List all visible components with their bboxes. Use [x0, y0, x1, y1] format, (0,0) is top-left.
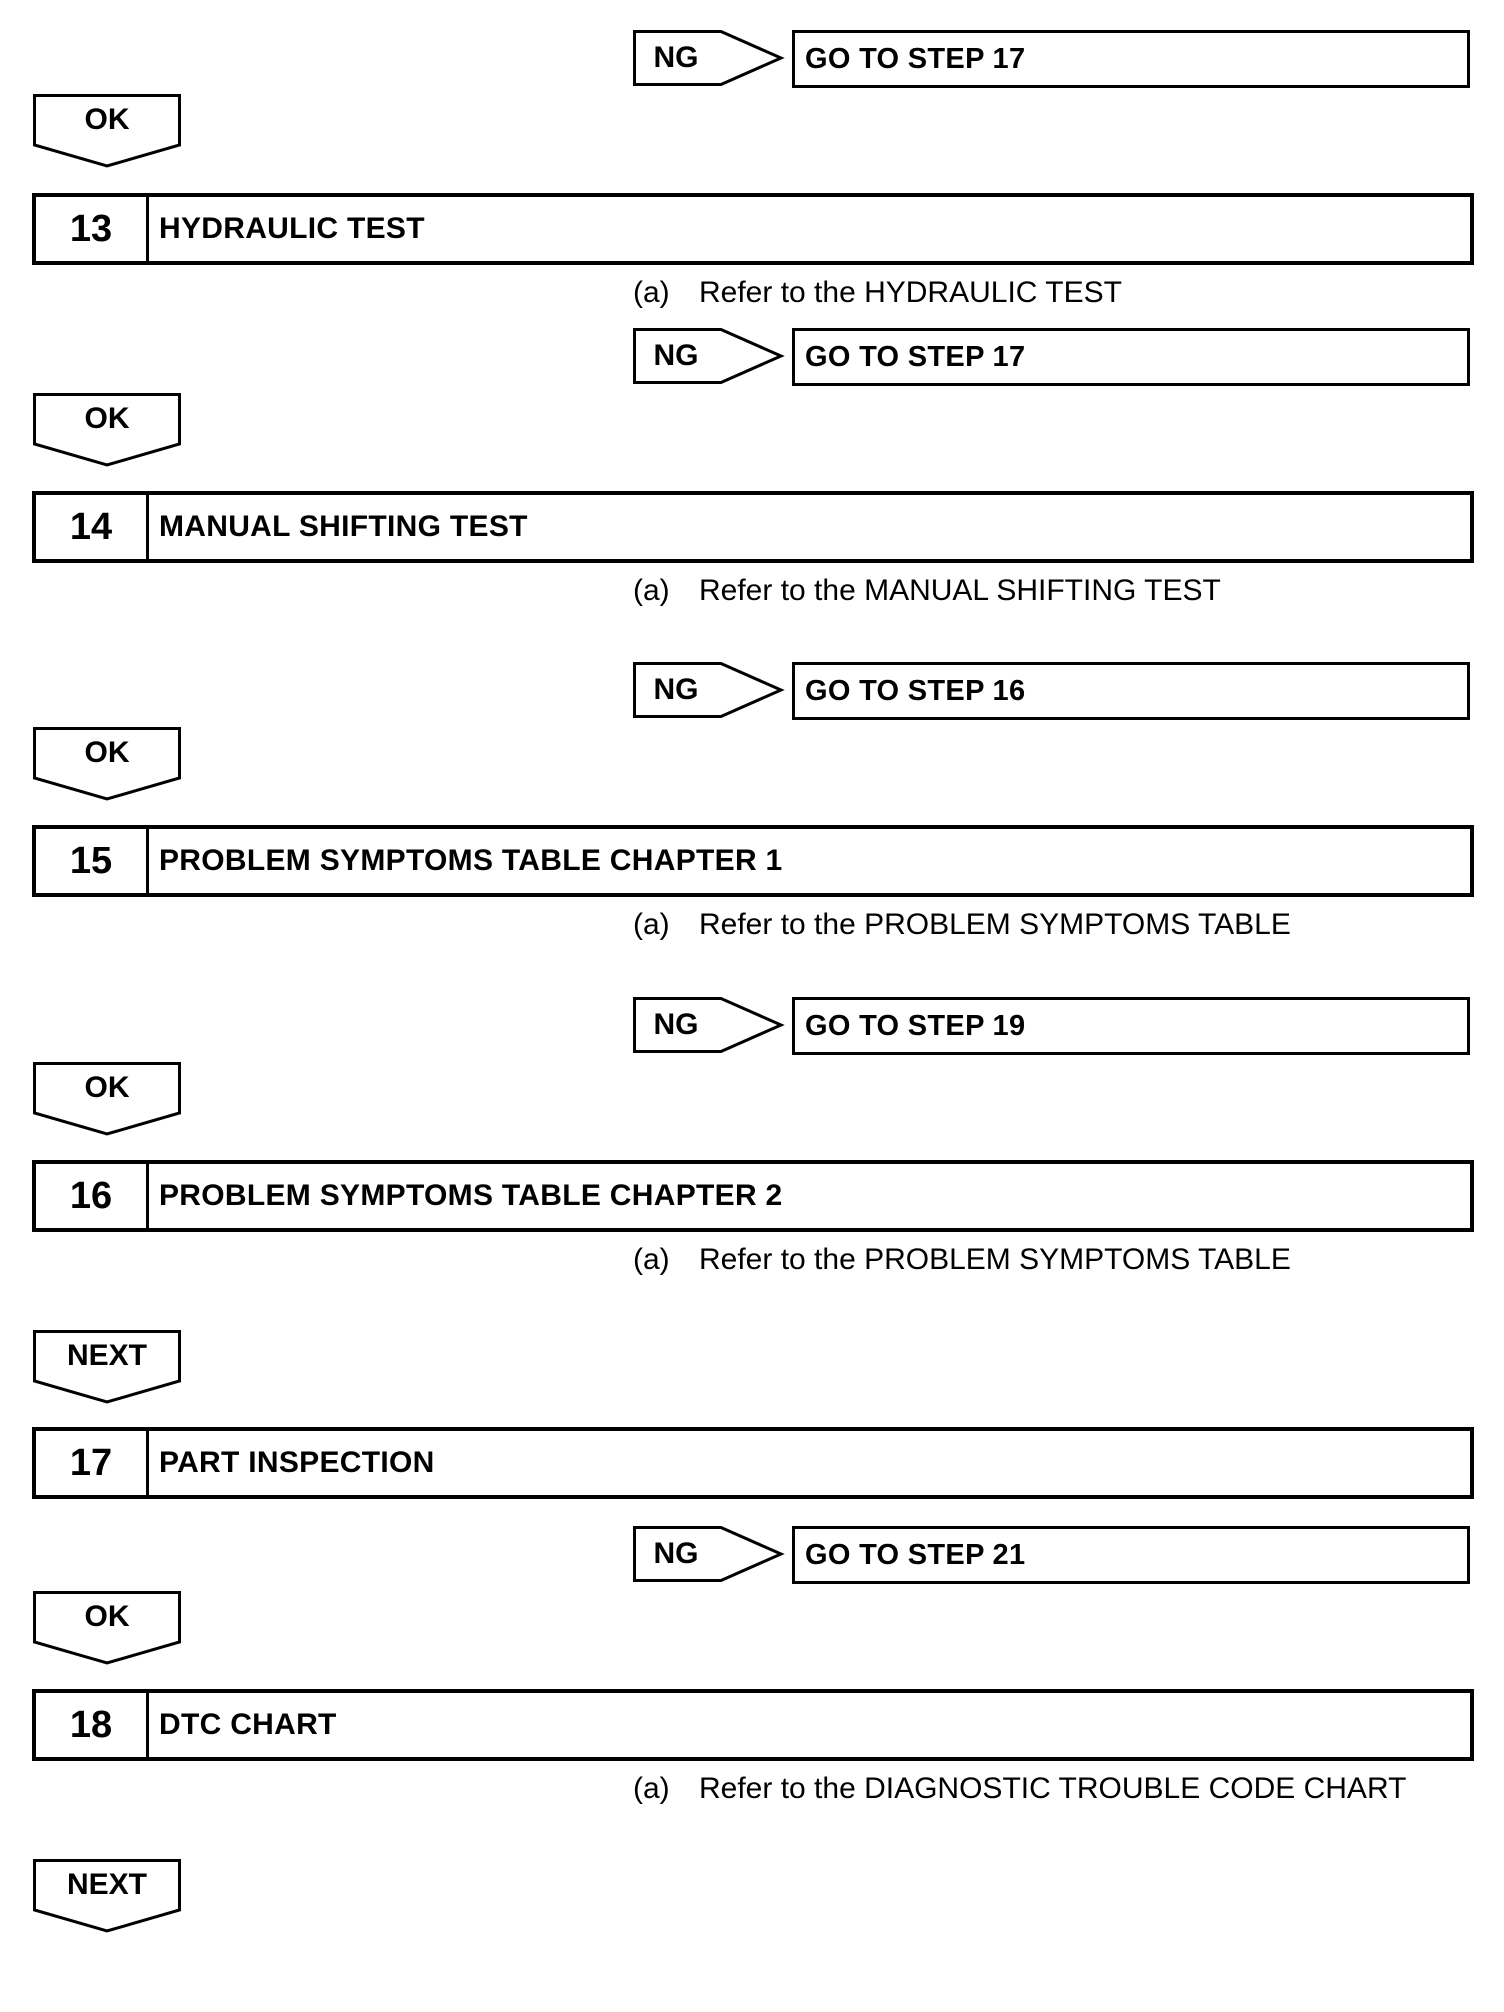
step-title: DTC CHART — [159, 1708, 337, 1741]
step-17-header — [32, 1427, 1474, 1499]
goto-step-box[interactable]: GO TO STEP 16 — [792, 662, 1470, 720]
step-18-header — [32, 1689, 1474, 1761]
ng-arrow-tag — [633, 328, 783, 384]
step-18-instruction — [633, 1772, 1406, 1806]
step-title: PART INSPECTION — [159, 1446, 435, 1479]
ok-arrow-tag — [33, 94, 181, 168]
instruction-letter: (a) — [633, 574, 670, 607]
step-number: 14 — [36, 495, 149, 559]
ok-arrow-tag — [33, 1591, 181, 1665]
next-label: NEXT — [66, 1868, 147, 1901]
instruction-letter: (a) — [633, 908, 670, 941]
step-number: 15 — [36, 829, 149, 893]
ng-label: NG — [653, 673, 699, 706]
goto-step-box[interactable]: GO TO STEP 17 — [792, 328, 1470, 386]
ok-label: OK — [84, 736, 130, 769]
ng-label: NG — [653, 1537, 699, 1570]
step-13-header — [32, 193, 1474, 265]
step-number: 18 — [36, 1693, 149, 1757]
goto-step-box[interactable]: GO TO STEP 17 — [792, 30, 1470, 88]
ok-label: OK — [84, 1600, 130, 1633]
ok-label: OK — [84, 103, 130, 136]
ng-label: NG — [653, 1008, 699, 1041]
step-title: PROBLEM SYMPTOMS TABLE CHAPTER 2 — [159, 1179, 783, 1212]
step-title: PROBLEM SYMPTOMS TABLE CHAPTER 1 — [159, 844, 783, 877]
step-title: HYDRAULIC TEST — [159, 212, 425, 245]
goto-step-box[interactable]: GO TO STEP 21 — [792, 1526, 1470, 1584]
instruction-letter: (a) — [633, 276, 670, 309]
instruction-text: Refer to the HYDRAULIC TEST — [699, 276, 1122, 309]
instruction-text: Refer to the PROBLEM SYMPTOMS TABLE — [699, 1243, 1291, 1276]
step-14-header — [32, 491, 1474, 563]
ok-label: OK — [84, 402, 130, 435]
next-label: NEXT — [66, 1339, 147, 1372]
step-15-instruction — [633, 908, 1291, 942]
instruction-text: Refer to the MANUAL SHIFTING TEST — [699, 574, 1221, 607]
step-title: MANUAL SHIFTING TEST — [159, 510, 528, 543]
step-number: 16 — [36, 1164, 149, 1228]
ok-arrow-tag — [33, 727, 181, 801]
ok-arrow-tag — [33, 393, 181, 467]
ng-arrow-tag — [633, 662, 783, 718]
step-14-instruction — [633, 574, 1221, 608]
ng-label: NG — [653, 41, 699, 74]
next-arrow-tag — [33, 1330, 181, 1404]
step-15-header — [32, 825, 1474, 897]
step-13-instruction — [633, 276, 1122, 310]
ng-arrow-tag — [633, 1526, 783, 1582]
ok-label: OK — [84, 1071, 130, 1104]
next-arrow-tag — [33, 1859, 181, 1933]
instruction-letter: (a) — [633, 1772, 670, 1805]
step-16-instruction — [633, 1243, 1291, 1277]
ng-arrow-tag — [633, 30, 783, 86]
step-number: 17 — [36, 1431, 149, 1495]
step-16-header — [32, 1160, 1474, 1232]
instruction-letter: (a) — [633, 1243, 670, 1276]
step-number: 13 — [36, 197, 149, 261]
ng-label: NG — [653, 339, 699, 372]
instruction-text: Refer to the DIAGNOSTIC TROUBLE CODE CHART — [699, 1772, 1407, 1805]
instruction-text: Refer to the PROBLEM SYMPTOMS TABLE — [699, 908, 1291, 941]
ok-arrow-tag — [33, 1062, 181, 1136]
goto-step-box[interactable]: GO TO STEP 19 — [792, 997, 1470, 1055]
ng-arrow-tag — [633, 997, 783, 1053]
